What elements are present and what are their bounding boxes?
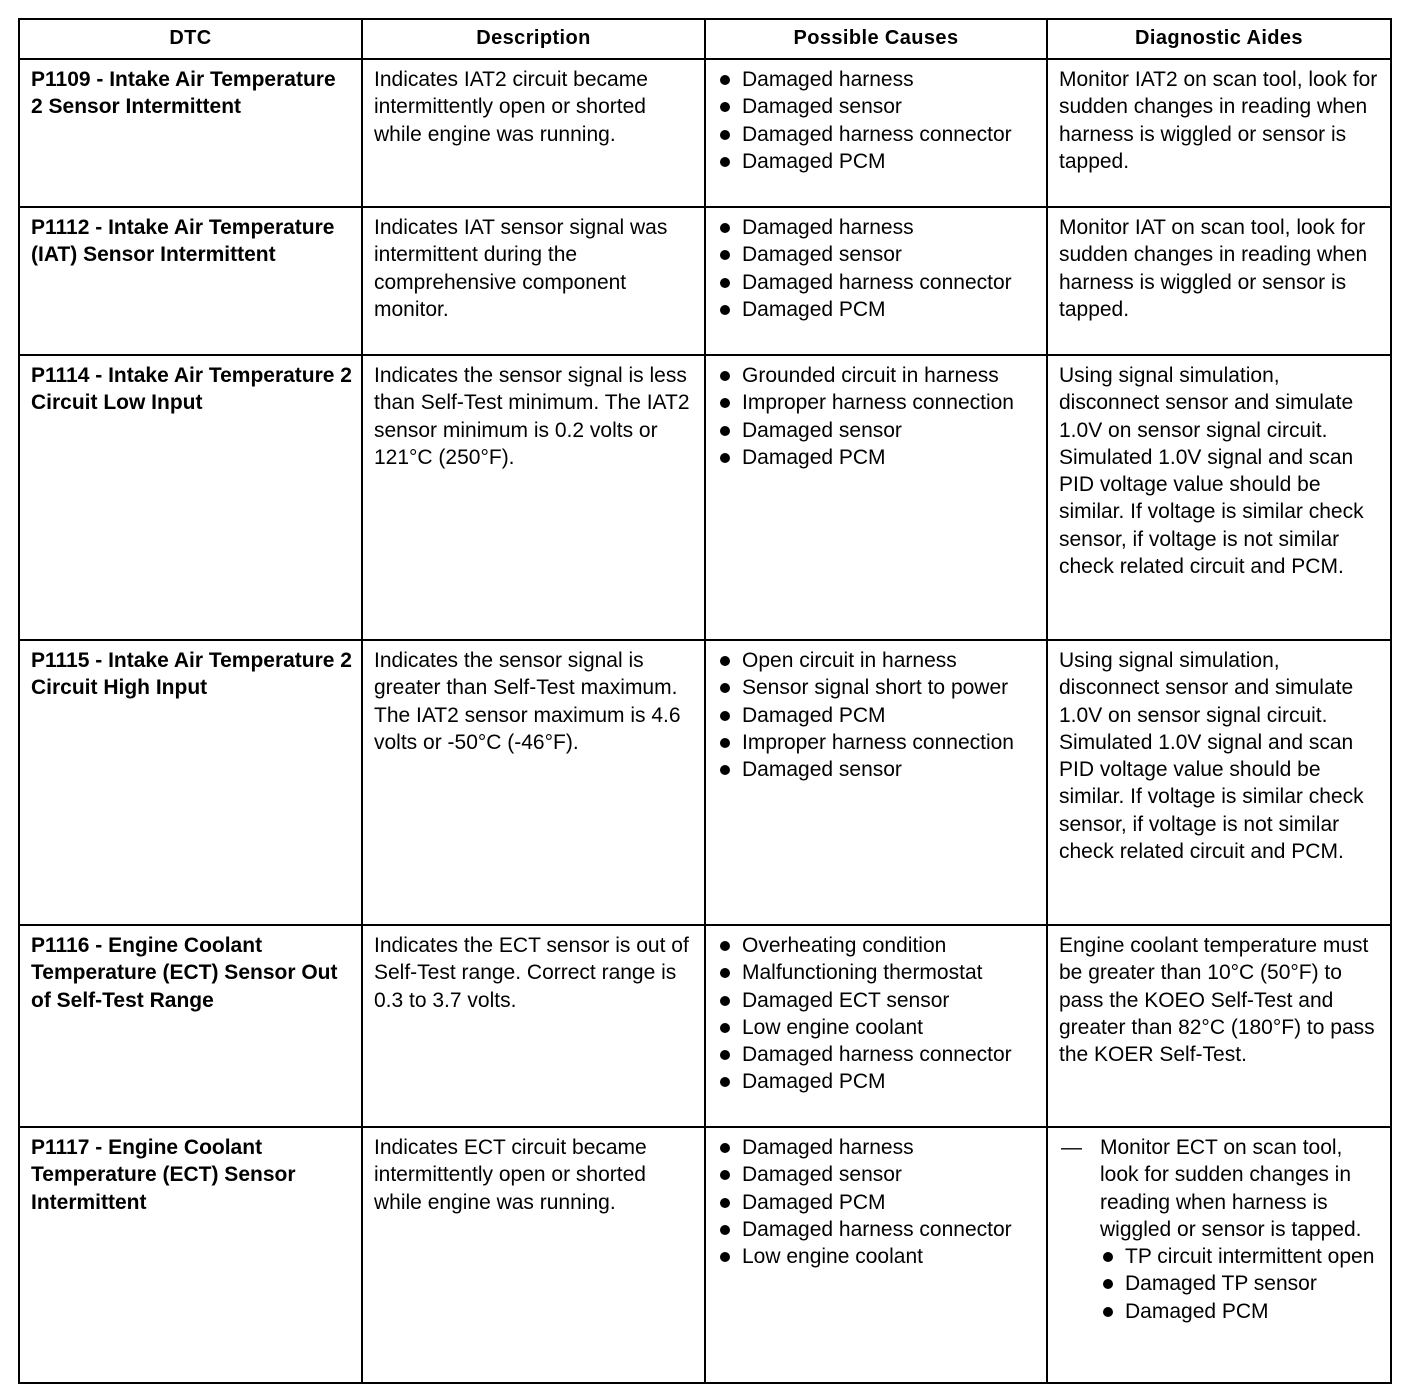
- cause-item: Damaged PCM: [717, 296, 1038, 323]
- cause-item: Damaged harness: [717, 214, 1038, 241]
- dtc-code-cell: P1116 - Engine Coolant Temperature (ECT) Sensor Out of Self-Test Range: [19, 925, 362, 1127]
- cause-item: Damaged PCM: [717, 1068, 1038, 1095]
- table-row: [19, 925, 1391, 1127]
- cause-item: Damaged PCM: [717, 444, 1038, 471]
- aide-subitem: TP circuit intermittent open: [1100, 1243, 1382, 1270]
- description-cell: Indicates IAT sensor signal was intermittent during the comprehensive component monitor.: [362, 207, 705, 355]
- cause-item: Low engine coolant: [717, 1243, 1038, 1270]
- cause-item: Damaged sensor: [717, 241, 1038, 268]
- aide-cell: Using signal simulation, disconnect sensor and simulate 1.0V on sensor signal circuit. Simulated 1.0V signal and scan PID voltage value should be similar. If voltage is similar check sensor, if voltage is not similar check related circuit and PCM.: [1047, 355, 1391, 640]
- description-cell: Indicates the ECT sensor is out of Self-Test range. Correct range is 0.3 to 3.7 volts.: [362, 925, 705, 1127]
- dtc-code-cell: P1109 - Intake Air Temperature 2 Sensor Intermittent: [19, 59, 362, 207]
- cause-item: Damaged ECT sensor: [717, 987, 1038, 1014]
- cause-item: Damaged sensor: [717, 93, 1038, 120]
- description-cell: Indicates the sensor signal is greater than Self-Test maximum. The IAT2 sensor maximum is 4.6 volts or -50°C (-46°F).: [362, 640, 705, 925]
- dtc-code-cell: P1112 - Intake Air Temperature (IAT) Sensor Intermittent: [19, 207, 362, 355]
- cause-item: Damaged harness connector: [717, 1216, 1038, 1243]
- aide-cell: Engine coolant temperature must be greater than 10°C (50°F) to pass the KOEO Self-Test and greater than 82°C (180°F) to pass the KOER Self-Test.: [1047, 925, 1391, 1127]
- header-dtc: DTC: [19, 19, 362, 59]
- cause-item: Improper harness connection: [717, 389, 1038, 416]
- causes-cell: [705, 1127, 1047, 1383]
- cause-item: Damaged PCM: [717, 148, 1038, 175]
- cause-item: Damaged harness connector: [717, 269, 1038, 296]
- dtc-code-cell: P1115 - Intake Air Temperature 2 Circuit High Input: [19, 640, 362, 925]
- cause-item: Improper harness connection: [717, 729, 1038, 756]
- dtc-code-cell: P1117 - Engine Coolant Temperature (ECT) Sensor Intermittent: [19, 1127, 362, 1383]
- table-row: [19, 207, 1391, 355]
- aide-subitem: Damaged TP sensor: [1100, 1270, 1382, 1297]
- aide-cell: Using signal simulation, disconnect sensor and simulate 1.0V on sensor signal circuit. Simulated 1.0V signal and scan PID voltage value should be similar. If voltage is similar check sensor, if voltage is not similar check related circuit and PCM.: [1047, 640, 1391, 925]
- header-description: Description: [362, 19, 705, 59]
- table-row: [19, 355, 1391, 640]
- dtc-table: [18, 18, 1392, 1384]
- cause-item: Damaged harness connector: [717, 121, 1038, 148]
- table-row: [19, 1127, 1391, 1383]
- causes-cell: [705, 207, 1047, 355]
- cause-item: Damaged sensor: [717, 756, 1038, 783]
- aide-text: Monitor ECT on scan tool, look for sudden changes in reading when harness is wiggled or sensor is tapped.: [1100, 1136, 1362, 1241]
- header-row: [19, 19, 1391, 59]
- cause-item: Damaged PCM: [717, 1189, 1038, 1216]
- table-row: [19, 640, 1391, 925]
- cause-item: Damaged harness: [717, 1134, 1038, 1161]
- cause-item: Damaged harness connector: [717, 1041, 1038, 1068]
- aide-subitem: Damaged PCM: [1100, 1298, 1382, 1325]
- aide-cell: [1047, 1127, 1391, 1383]
- description-cell: Indicates IAT2 circuit became intermittently open or shorted while engine was running.: [362, 59, 705, 207]
- aide-cell: Monitor IAT on scan tool, look for sudden changes in reading when harness is wiggled or sensor is tapped.: [1047, 207, 1391, 355]
- dash-marker: —: [1061, 1136, 1082, 1159]
- cause-item: Low engine coolant: [717, 1014, 1038, 1041]
- aide-dash-item: [1059, 1134, 1382, 1325]
- cause-item: Malfunctioning thermostat: [717, 959, 1038, 986]
- header-possible-causes: Possible Causes: [705, 19, 1047, 59]
- cause-item: Damaged sensor: [717, 1161, 1038, 1188]
- header-diagnostic-aides: Diagnostic Aides: [1047, 19, 1391, 59]
- causes-cell: [705, 59, 1047, 207]
- description-cell: Indicates the sensor signal is less than Self-Test minimum. The IAT2 sensor minimum is 0.2 volts or 121°C (250°F).: [362, 355, 705, 640]
- dtc-code-cell: P1114 - Intake Air Temperature 2 Circuit Low Input: [19, 355, 362, 640]
- cause-item: Overheating condition: [717, 932, 1038, 959]
- causes-cell: [705, 640, 1047, 925]
- cause-item: Damaged PCM: [717, 702, 1038, 729]
- cause-item: Damaged harness: [717, 66, 1038, 93]
- cause-item: Grounded circuit in harness: [717, 362, 1038, 389]
- cause-item: Open circuit in harness: [717, 647, 1038, 674]
- causes-cell: [705, 925, 1047, 1127]
- cause-item: Damaged sensor: [717, 417, 1038, 444]
- causes-cell: [705, 355, 1047, 640]
- aide-cell: Monitor IAT2 on scan tool, look for sudden changes in reading when harness is wiggled or sensor is tapped.: [1047, 59, 1391, 207]
- table-row: [19, 59, 1391, 207]
- cause-item: Sensor signal short to power: [717, 674, 1038, 701]
- aide-sublist: [1100, 1243, 1382, 1325]
- description-cell: Indicates ECT circuit became intermittently open or shorted while engine was running.: [362, 1127, 705, 1383]
